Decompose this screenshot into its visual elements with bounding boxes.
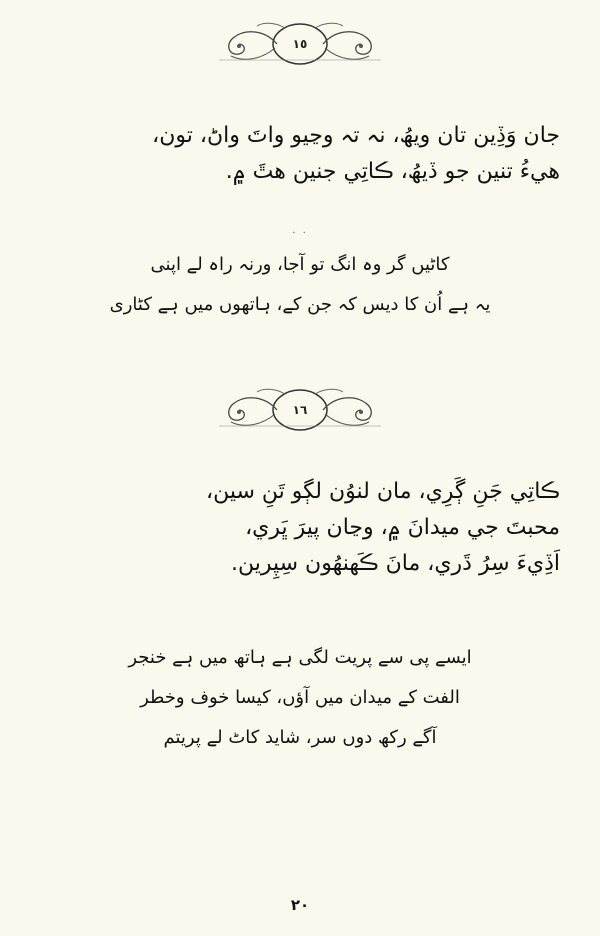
urdu-translation-16 <box>40 638 560 758</box>
verse-ornament-15 <box>215 16 385 72</box>
urdu-translation-15 <box>40 245 560 325</box>
sindhi-line: اَڏِيءَ سِرُ ڌَري، مانَ ڪَھنھُون سِپِرين. <box>230 551 560 576</box>
sindhi-line: جان وَڏِين تان ويھُ، نہ تہ وڃيو واتَ واڻ، تون، <box>152 123 560 148</box>
separator-dots: · · <box>292 228 308 239</box>
sindhi-line: محبتَ جي ميدانَ ۾، وڃان پيرَ ڀَري، <box>245 515 560 540</box>
urdu-line: یہ ہے اُن کا دیس کہ جن کے، ہاتھوں میں ہے کٹاری <box>109 294 491 315</box>
verse-ornament-16 <box>215 382 385 438</box>
sindhi-line: ھيءُ تنين جو ڏيھُ، ڪاتِي جنين ھٿَ ۾. <box>225 159 560 184</box>
urdu-line: الفت کے میدان میں آؤں، کیسا خوف وخطر <box>140 687 460 708</box>
verse-number: ١٥ <box>292 37 308 51</box>
urdu-line: ایسے پی سے پریت لگی ہے ہاتھ میں ہے خنجر <box>128 647 472 668</box>
sindhi-verse-15 <box>40 118 560 190</box>
verse-number: ١٦ <box>292 403 308 417</box>
urdu-line: کاٹیں گر وہ انگ تو آجا، ورنہ راہ لے اپنی <box>150 254 450 275</box>
sindhi-line: ڪاتِي جَنِ ڳَرِي، مان لنوُن لڳو تَنِ سين، <box>205 479 560 504</box>
sindhi-verse-16 <box>40 474 560 582</box>
page-number: ٢٠ <box>290 896 310 914</box>
urdu-line: آگے رکھ دوں سر، شاید کاٹ لے پریتم <box>163 727 437 748</box>
